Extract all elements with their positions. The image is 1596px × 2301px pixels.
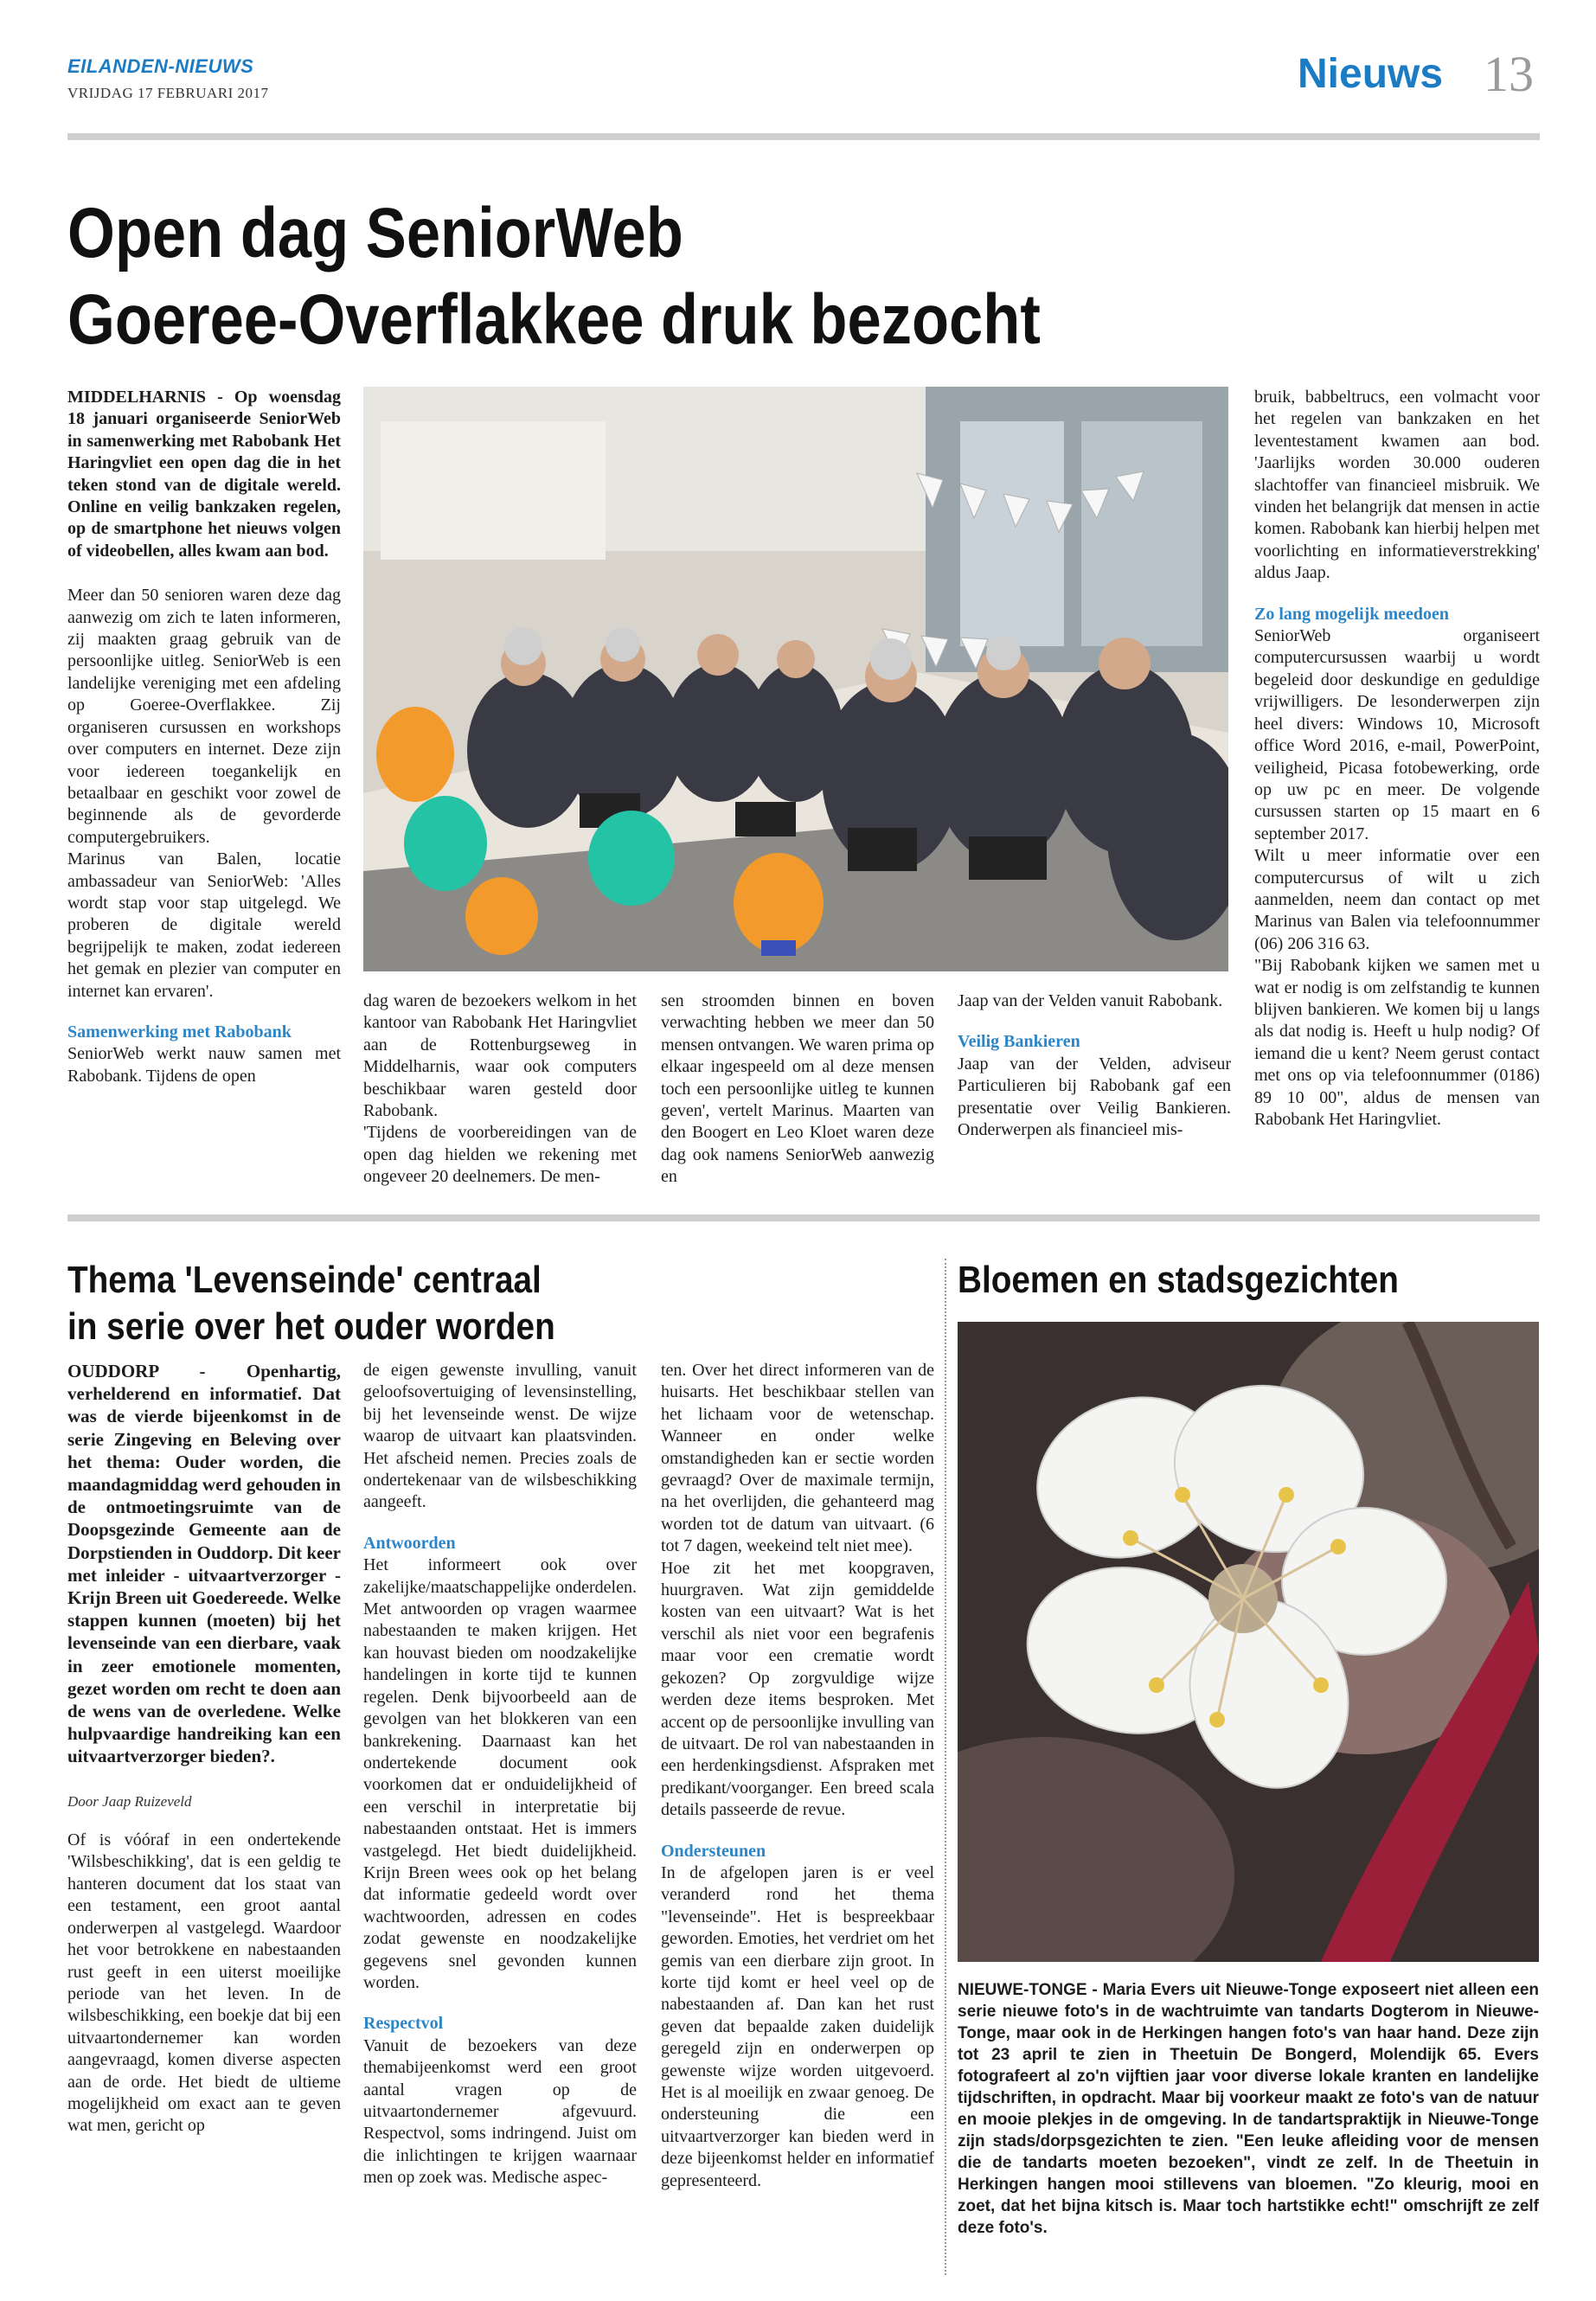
photo-illustration — [958, 1322, 1539, 1962]
article1-column-5 — [1254, 387, 1540, 1131]
article2-column-3 — [661, 1360, 934, 2192]
paragraph: Het informeert ook over zakelijke/maatschappelijke onderdelen. Met antwoorden op vragen waarmee nabestaanden te maken krijgen. Het kan houvast bieden om noodzakelijke handelingen in korte tijd te kunnen regelen. Denk bijvoorbeeld aan de gevolgen van het blokkeren van een bankrekening. Daarnaast kan het ondertekende document ook voorkomen dat er onduidelijkheid of een verschil in interpretatie bij nabestaanden ontstaat. Het is immers vastgelegd. Het biedt duidelijkheid. Krijn Breen wees ook op het belang dat informatie gedeeld wordt over wachtwoorden, adressen en codes zodat gewenste en noodzakelijke gegevens snel gevonden kunnen worden. — [363, 1555, 637, 1992]
article2-column-2 — [363, 1360, 637, 2189]
photo-illustration — [363, 387, 1228, 971]
paragraph: Of is vóóraf in een ondertekende 'Wilsbeschikking', dat is een geldig te hanteren document dat los staat van een testament, een groot aantal onderwerpen al vastgelegd. Waardoor het voor betrokkene en nabestaanden rust geeft in een uiterst moeilijke periode van het leven. In de wilsbeschikking, een boekje dat bij een uitvaartondernemer kan worden aangevraagd, komen diverse aspecten aan de orde. Het biedt de ultieme mogelijkheid om exact aan te geven wat men, gericht op — [67, 1830, 341, 2136]
article1-column-2 — [363, 990, 637, 1189]
paragraph: Marinus van Balen, locatie ambassadeur van SeniorWeb: 'Alles wordt stap voor stap uitgelegd. We proberen de digitale wereld begrijpelijk te maken, zodat iedereen het gemak en plezier van computer en internet kan ervaren'. — [67, 849, 341, 1001]
subheading: Veilig Bankieren — [958, 1032, 1080, 1052]
subheading: Antwoorden — [363, 1533, 456, 1553]
subheading: Zo lang mogelijk meedoen — [1254, 604, 1449, 624]
article1-column-1 — [67, 387, 341, 1087]
paragraph: Vanuit de bezoekers van deze themabijeenkomst werd een groot aantal vragen op de uitvaartondernemer afgevuurd. Respectvol, soms indringend. Juist om die inlichtingen te krijgen waarnaar men op zoek was. Medische aspec- — [363, 2035, 637, 2188]
paragraph: de eigen gewenste invulling, vanuit geloofsovertuiging of levensinstelling, bij het levenseinde wenst. De wijze waarop de uitvaart kan plaatsvinden. Het afscheid nemen. Precies zoals de ondertekenaar van de wilsbeschikking aangeeft. — [363, 1361, 637, 1512]
article2-headline-line2: in serie over het ouder worden — [67, 1305, 555, 1348]
paragraph: ten. Over het direct informeren van de huisarts. Het beschikbaar stellen van het lichaam voor de wetenschap. Wanneer en onder welke omstandigheden kan er sectie worden gevraagd? Over de maximale termijn, na het overlijden, die gehanteerd mag worden tot de datum van uitvaart. (6 tot 7 dagen, weekeind telt niet mee). — [661, 1361, 934, 1556]
article1-lead: MIDDELHARNIS - Op woensdag 18 januari organiseerde SeniorWeb in samenwerking met Rabobank Het Haringvliet een open dag die in het teken stond van de digitale wereld. Online en veilig bankzaken regelen, op de smartphone het nieuws volgen of videobellen, alles kwam aan bod. — [67, 388, 341, 561]
subheading: Samenwerking met Rabobank — [67, 1022, 292, 1042]
issue-date: VRIJDAG 17 FEBRUARI 2017 — [67, 85, 269, 101]
photo-caption: NIEUWE-TONGE - Maria Evers uit Nieuwe-Tonge exposeert niet alleen een serie nieuwe foto's in de wachtruimte van tandarts Dogterom in Nieuwe-Tonge, maar ook in de Herkingen hangen foto's van haar hand. Deze zijn tot 23 april te zien in Theetuin De Bongerd, Molendijk 65. Evers fotografeert al zo'n vijftien jaar voor diverse lokale kranten en landelijke tijdschriften, in opdracht. Maar bij voorkeur maakt ze foto's van de natuur en mooie plekjes in de omgeving. In de tandartspraktijk in Nieuwe-Tonge zijn stads/dorpsgezichten te zien. "Een leuke afleiding voor de mensen die de tandarts moeten bezoeken", vindt ze zelf. In de Theetuin in Herkingen hangen mooi stillevens van bloemen. "Zo kleurig, mooi en zoet, dat het bijna kitsch is. Maar toch hartstikke echt!" omschrijft ze zelf deze foto's. — [958, 1981, 1539, 2237]
paragraph: Jaap van der Velden, adviseur Particulieren bij Rabobank gaf een presentatie over Veilig Bankieren. Onderwerpen als financieel mis- — [958, 1054, 1231, 1140]
paragraph: "Bij Rabobank kijken we samen met u wat er nodig is om zelfstandig te kunnen blijven bankieren. We komen bij u langs als dat nodig is. Heeft u hulp nodig? Of iemand die u kent? Neem gerust contact met ons op via telefoonnummer (0186) 89 10 00", aldus de mensen van Rabobank Het Haringvliet. — [1254, 956, 1540, 1129]
newspaper-logo: EILANDEN-NIEUWS — [67, 55, 254, 77]
section-rule — [67, 1215, 1540, 1221]
article1-headline-line2: Goeree-Overflakkee druk bezocht — [67, 280, 1041, 359]
paragraph: SeniorWeb organiseert computercursussen waarbij u wordt begeleid door deskundige en geduldige vrijwilligers. De lesonderwerpen zijn heel divers: Windows 10, Microsoft office Word 2016, e-mail, PowerPoint, veiligheid, Picasa fotobewerking, orde op uw pc en meer. De volgende cursussen starten op 15 maart en 6 september 2017. — [1254, 626, 1540, 843]
article2-headline-line1: Thema 'Levenseinde' centraal — [67, 1259, 542, 1301]
paragraph: bruik, babbeltrucs, een volmacht voor het regelen van bankzaken en het leventestament kwamen aan bod. 'Jaarlijks worden 30.000 ouderen slachtoffer van financieel misbruik. We vinden het belangrijk dat mensen in actie komen. Rabobank kan hierbij helpen met voorlichting en informatieverstrekking' aldus Jaap. — [1254, 388, 1540, 583]
article1-column-4 — [958, 990, 1231, 1141]
article2-lead: OUDDORP - Openhartig, verhelderend en informatief. Dat was de vierde bijeenkomst in de serie Zingeving en Beleving over het thema: Ouder worden, die maandagmiddag werd gehouden in de ontmoetingsruimte van de Doopsgezinde Gemeente aan de Dorpstienden in Ouddorp. Dit keer met inleider - uitvaartverzorger - Krijn Breen uit Goedereede. Welke stappen kunnen (moeten) bij het levenseinde van een dierbare, vaak in zeer emotionele momenten, gezet worden om recht te doen aan de wens van de overledene. Welke hulpvaardige handreiking kan een uitvaartverzorger bieden?. — [67, 1361, 341, 1767]
article2-headline — [67, 1257, 829, 1350]
article1-headline — [67, 190, 1146, 363]
paragraph: dag waren de bezoekers welkom in het kantoor van Rabobank Het Haringvliet aan de Rottenburgseweg in Middelharnis, waar ook computers beschikbaar waren gesteld door Rabobank. — [363, 991, 637, 1121]
article2-column-1 — [67, 1360, 341, 2138]
paragraph: Jaap van der Velden vanuit Rabobank. — [958, 991, 1223, 1010]
article1-column-3 — [661, 990, 934, 1189]
section-title: Nieuws — [1298, 51, 1444, 97]
article3-headline: Bloemen en stadsgezichten — [958, 1259, 1399, 1301]
paragraph: Wilt u meer informatie over een computercursus of wilt u zich aanmelden, neem dan contact op met Marinus van Balen via telefoonnummer (06) 206 316 63. — [1254, 846, 1540, 953]
subheading: Ondersteunen — [661, 1841, 766, 1861]
article1-headline-line1: Open dag SeniorWeb — [67, 194, 683, 272]
subheading: Respectvol — [363, 2014, 444, 2034]
paragraph: sen stroomden binnen en boven verwachting hebben we meer dan 50 mensen ontvangen. We waren prima op elkaar ingespeeld om al deze mensen toch een persoonlijke uitleg te kunnen geven', vertelt Marinus. Maarten van den Boogert en Leo Kloet waren deze dag ook namens SeniorWeb aanwezig en — [661, 991, 934, 1187]
column-divider — [945, 1259, 946, 2275]
paragraph: 'Tijdens de voorbereidingen van de open dag hielden we rekening met ongeveer 20 deelnemers. De men- — [363, 1123, 637, 1187]
seniorweb-event-photo — [363, 387, 1228, 971]
byline: Door Jaap Ruizeveld — [67, 1792, 192, 1810]
header-rule — [67, 133, 1540, 140]
blossom-photo — [958, 1322, 1539, 1962]
paragraph: SeniorWeb werkt nauw samen met Rabobank. Tijdens de open — [67, 1044, 341, 1086]
paragraph: Meer dan 50 senioren waren deze dag aanwezig om zich te laten informeren, zij maakten graag gebruik van de persoonlijke uitleg. SeniorWeb is een landelijke vereniging met een afdeling op Goeree-Overflakkee. Zij organiseren cursussen en workshops over computers en internet. Deze zijn voor iedereen toegankelijk en betaalbaar en geschikt voor zowel de beginnende als de gevorderde computergebruikers. — [67, 586, 341, 847]
paragraph: In de afgelopen jaren is er veel veranderd rond het thema "levenseinde". Het is bespreekbaar geworden. Emoties, het verdriet om het gemis van een dierbare zijn groot. In korte tijd komt er heel veel op de nabestaanden af. Dan kan het rust geven dat bepaalde zaken duidelijk geregeld zijn en onderwerpen op gewenste wijze worden uitgevoerd. Het is al moeilijk en zwaar genoeg. De ondersteuning die een uitvaartverzorger kan bieden werd in deze bijeenkomst helder en informatief gepresenteerd. — [661, 1862, 935, 2190]
paragraph: Hoe zit het met koopgraven, huurgraven. Wat zijn gemiddelde kosten van een uitvaart? Wat is het verschil als niet voor een begrafenis maar voor een crematie wordt gekozen? Op zorgvuldige wijze werden deze items besproken. Met accent op de persoonlijke invulling van de uitvaart. De rol van nabestaanden in een herdenkingsdienst. Afspraken met predikant/voorganger. Een breed scala details passeerde de revue. — [661, 1558, 934, 1820]
page-number: 13 — [1484, 46, 1534, 102]
